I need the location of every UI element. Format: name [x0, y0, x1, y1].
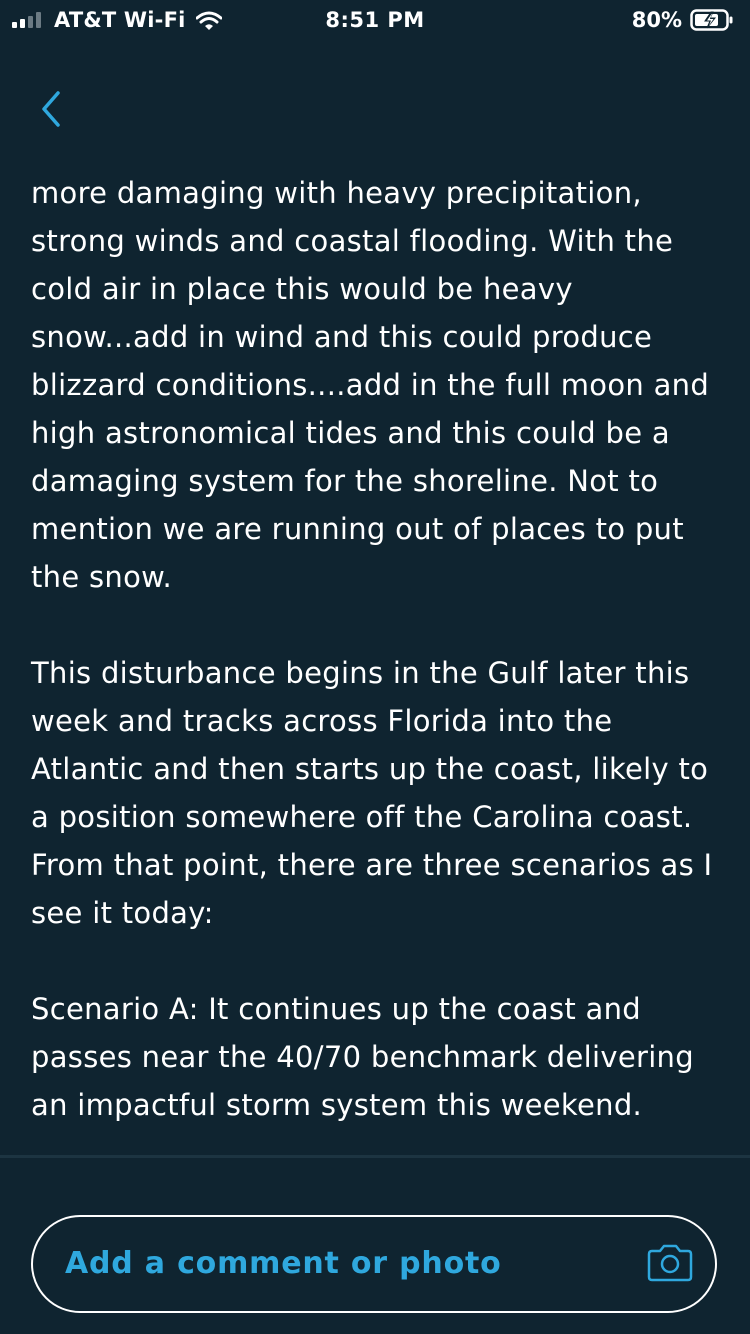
- clock: 8:51 PM: [325, 8, 425, 32]
- article-body[interactable]: [0, 155, 750, 1155]
- article-paragraph: This disturbance begins in the Gulf later this week and tracks across Florida into the Atlantic and then starts up the coast, likely to a position somewhere off the Carolina coast. From that point, there are three scenarios as I see it today:: [31, 656, 713, 930]
- battery-percentage: 80%: [631, 8, 682, 32]
- status-bar: [0, 0, 750, 40]
- carrier-name: AT&T Wi-Fi: [54, 8, 186, 32]
- status-right: [632, 6, 734, 34]
- chevron-left-icon: [36, 89, 66, 129]
- comment-input[interactable]: [31, 1215, 717, 1313]
- back-button[interactable]: [26, 84, 76, 134]
- comment-placeholder: Add a comment or photo: [65, 1246, 502, 1281]
- article-content: [31, 169, 731, 1155]
- divider: [0, 1155, 750, 1158]
- article-paragraph: Scenario A: It continues up the coast and passes near the 40/70 benchmark delivering an impactful storm system this weekend.: [31, 992, 694, 1122]
- battery-charging-icon: [690, 9, 734, 31]
- article-paragraph: more damaging with heavy precipitation, strong winds and coastal flooding. With the cold air in place this would be heavy snow...add in wind and this could produce blizzard conditions....add in the full moon and high astronomical tides and this could be a damaging system for the shoreline. Not to mention we are running out of places to put the snow.: [31, 176, 710, 594]
- camera-icon[interactable]: [645, 1243, 695, 1283]
